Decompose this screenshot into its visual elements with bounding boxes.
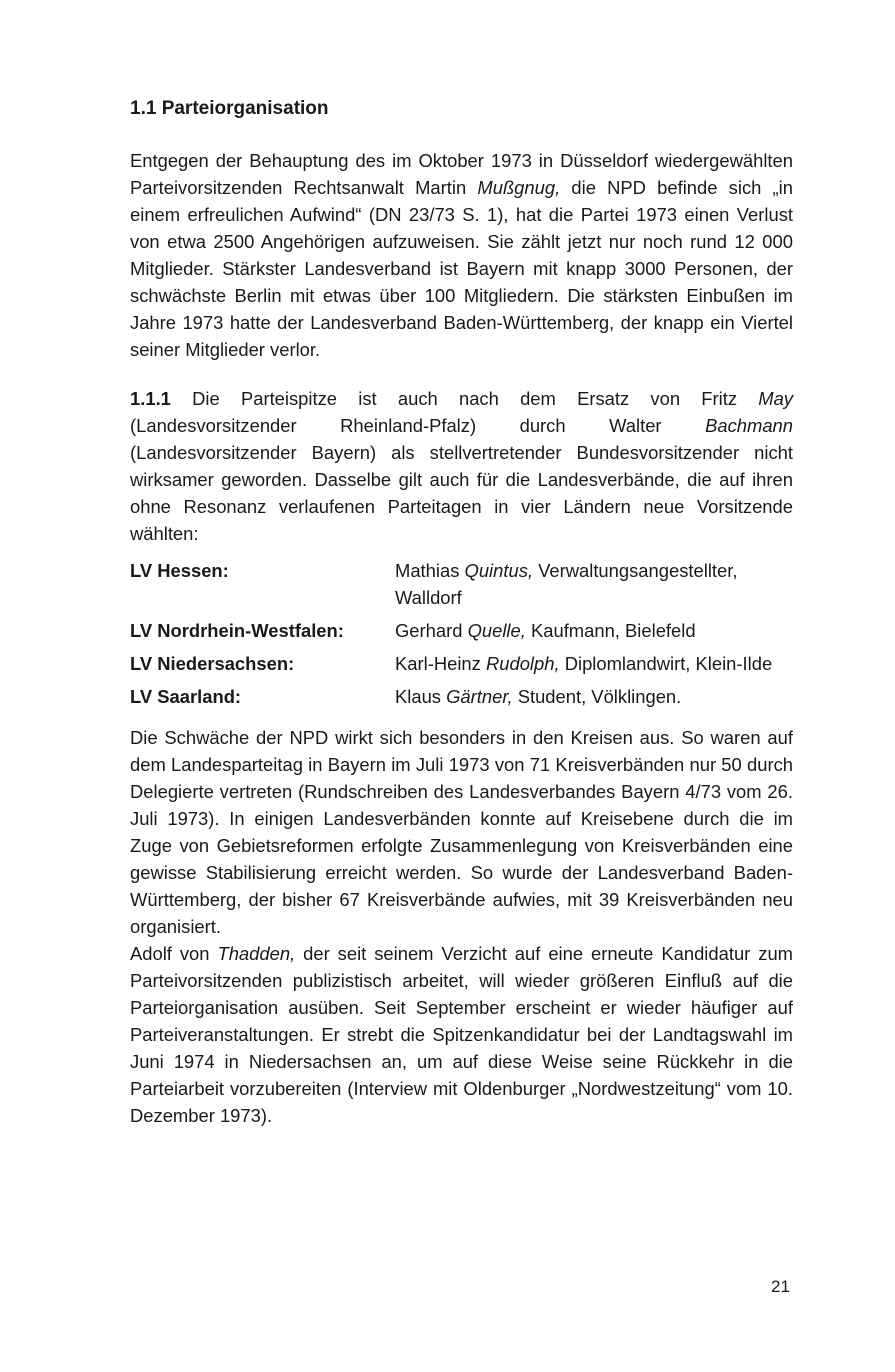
text-run: Karl-Heinz <box>395 653 486 674</box>
section-heading: 1.1 Parteiorganisation <box>130 98 329 119</box>
state-label: LV Nordrhein-Westfalen: <box>130 620 344 641</box>
chair-details <box>395 650 793 677</box>
paragraph-intro <box>130 147 793 363</box>
state-label: LV Hessen: <box>130 560 229 581</box>
chair-details <box>395 617 793 644</box>
person-name: Mußgnug, <box>477 177 561 198</box>
text-run: die NPD befinde sich „in einem erfreulichen Aufwind“ (DN 23/73 S. 1), hat die Partei 1973 einen Verlust von etwa 2500 Angehörigen aufzuweisen. Sie zählt jetzt nur noch rund 12 000 Mitglieder. Stärkster Landesverband ist Bayern mit knapp 3000 Personen, der schwächste Berlin mit etwas über 100 Mitgliedern. Die stärksten Einbußen im Jahre 1973 hatte der Landesverband Baden-Württemberg, der knapp ein Viertel seiner Mitglieder verlor. <box>130 177 793 360</box>
text-run: Diplomlandwirt, Klein-Ilde <box>559 653 773 674</box>
text-run: Klaus <box>395 686 447 707</box>
list-item <box>130 617 793 644</box>
text-run: Adolf von <box>130 943 218 964</box>
text-run: Gerhard <box>395 620 468 641</box>
text-run: Mathias <box>395 560 465 581</box>
person-name: Quintus, <box>464 560 534 581</box>
paragraph-thadden <box>130 940 793 1129</box>
text-run: (Landesvorsitzender Bayern) als stellvertretender Bundesvorsitzender nicht wirksamer geworden. Dasselbe gilt auch für die Landesverbände, die auf ihren ohne Resonanz verlaufenen Parteitagen in vier Ländern neue Vorsitzende wählten: <box>130 442 793 544</box>
paragraph-district-weakness: Die Schwäche der NPD wirkt sich besonders in den Kreisen aus. So waren auf dem Landesparteitag in Bayern im Juli 1973 von 71 Kreisverbänden nur 50 durch Delegierte vertreten (Rundschreiben des Landesverbandes Bayern 4/73 vom 26. Juli 1973). In einigen Landesverbänden konnte auf Kreisebene durch die im Zuge von Gebietsreformen erfolgte Zusammenlegung von Kreisverbänden eine gewisse Stabilisierung erreicht werden. So wurde der Landesverband Baden-Württemberg, der bisher 67 Kreisverbände aufwies, mit 39 Kreisverbänden neu organisiert. <box>130 727 793 937</box>
person-name: Bachmann <box>705 415 793 436</box>
person-name: Rudolph, <box>485 653 560 674</box>
text-run: Student, Völklingen. <box>512 686 682 707</box>
chair-details <box>395 557 793 611</box>
list-item <box>130 683 793 710</box>
page-content <box>130 96 793 1129</box>
paragraph-party-leadership <box>130 385 793 547</box>
person-name: Thadden, <box>217 943 296 964</box>
state-chairs-list <box>130 557 793 710</box>
person-name: Quelle, <box>467 620 526 641</box>
text-run: der seit seinem Verzicht auf eine erneute Kandidatur zum Parteivorsitzenden publizistisch arbeitet, will wieder größeren Einfluß auf die Parteiorganisation ausüben. Seit September erscheint er wieder häufiger auf Parteiveranstaltungen. Er strebt die Spitzenkandidatur bei der Landtagswahl im Juni 1974 in Niedersachsen an, um auf diese Weise seine Rückkehr in die Parteiarbeit vorzubereiten (Interview mit Oldenburger „Nordwestzeitung“ vom 10. Dezember 1973). <box>130 943 793 1126</box>
text-run: (Landesvorsitzender Rheinland-Pfalz) durch Walter <box>130 415 706 436</box>
chair-details <box>395 683 793 710</box>
subsection-number: 1.1.1 <box>130 388 171 409</box>
text-run: Kaufmann, Bielefeld <box>525 620 696 641</box>
state-label: LV Saarland: <box>130 686 242 707</box>
list-item <box>130 557 793 611</box>
list-item <box>130 650 793 677</box>
person-name: May <box>758 388 793 409</box>
text-run: Entgegen der Behauptung des im Oktober 1973 in Düsseldorf wiedergewählten Parteivorsitzenden Rechtsanwalt Martin <box>130 150 793 198</box>
person-name: Gärtner, <box>446 686 513 707</box>
text-run: Verwaltungsangestellter, Walldorf <box>395 560 738 608</box>
text-run: Die Parteispitze ist auch nach dem Ersatz von Fritz <box>170 388 759 409</box>
state-label: LV Niedersachsen: <box>130 653 295 674</box>
page-number: 21 <box>771 1277 790 1296</box>
